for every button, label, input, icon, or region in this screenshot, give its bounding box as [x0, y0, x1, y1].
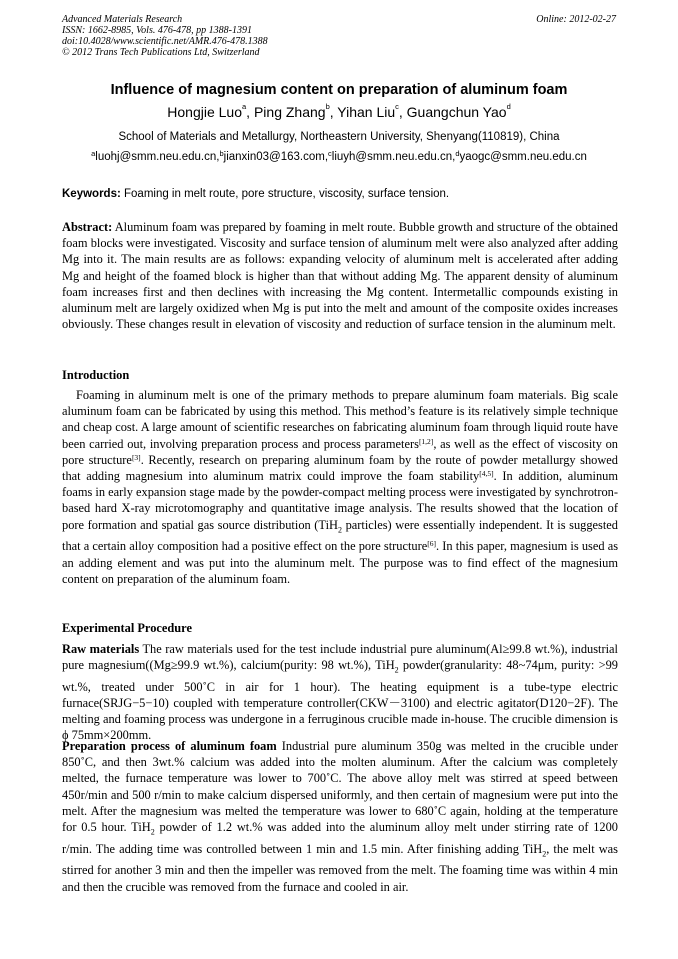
author-list: Hongjie Luo$^a$, Ping Zhang$^b$, Yihan Liu$^c$, Guangchun Yao$^d$ — [167, 102, 511, 120]
author-marker: d — [506, 102, 511, 111]
intro-text: , as well as the effect of viscosity on pore structure — [62, 436, 619, 467]
email-link[interactable]: luohj@smm.neu.edu.cn, — [95, 151, 220, 163]
abstract — [62, 219, 618, 332]
author-marker: c — [395, 102, 399, 111]
keywords-label: Keywords: — [62, 188, 121, 200]
email-link[interactable]: jianxin03@163.com, — [223, 151, 329, 163]
online-date: Online: 2012-02-27 — [536, 14, 616, 25]
citation[interactable]: [6] — [427, 539, 437, 549]
raw-materials-paragraph — [62, 641, 618, 744]
abstract-label: Abstract: — [62, 220, 113, 234]
keywords-text: Foaming in melt route, pore structure, viscosity, surface tension. — [124, 188, 450, 200]
raw-materials-label: Raw materials — [62, 642, 140, 656]
preparation-label: Preparation process of aluminum foam — [62, 739, 277, 753]
citation[interactable]: [4,5] — [479, 469, 494, 479]
intro-text: . In this paper, magnesium is used as an adding element and was put into the aluminum melt. The purpose was to find effect of the magnesium content on preparation of the aluminum foam. — [62, 539, 619, 586]
email-link[interactable]: yaogc@smm.neu.edu.cn — [459, 151, 587, 163]
subscript: 2 — [337, 525, 342, 535]
author-name: Hongjie Luo — [167, 104, 242, 120]
journal-name: Advanced Materials Research — [62, 14, 183, 25]
intro-text: Foaming in aluminum melt is one of the primary methods to prepare aluminum foam materials. Big scale aluminum foam can be fabricated by using this method. This method’s feature is its relatively simple technique and cheap cost. A large amount of scientific researches on fabricating aluminum foam through liquid route have been carried out, involving preparation process and process parameters — [62, 388, 618, 451]
author-marker: a — [242, 102, 247, 111]
email-link[interactable]: liuyh@smm.neu.edu.cn, — [331, 151, 456, 163]
email-marker: b — [219, 149, 224, 158]
preparation-paragraph — [62, 738, 618, 895]
author-name: Ping Zhang — [253, 104, 326, 120]
raw-materials-text: The raw materials used for the test include industrial pure aluminum(Al≥99.8 wt.%), industrial pure magnesium((Mg≥99.9 wt.%), calcium(purity: 98 wt.%), TiH — [62, 642, 618, 673]
author-name: Guangchun Yao — [406, 104, 507, 120]
journal-header — [62, 14, 616, 58]
raw-materials-text: powder(granularity: 48~74μm, purity: >99 wt.%, treated under 500˚C in air for 1 hour). The heating equipment is a tube-type electric furnace(SRJG−5−10) coupled with temperature controller(CKW－3100) and electric agitator(D120−2F). The melting and foaming process was undergone in a ferruginous crucible made in-house. The crucible dimension is ϕ 75mm×200mm. — [62, 658, 618, 743]
intro-text: . Recently, research on preparing aluminum foam by the route of powder metallurgy showed that adding magnesium into aluminum matrix could improve the foam stability — [62, 452, 618, 484]
citation[interactable]: [3] — [131, 452, 141, 462]
affiliation: School of Materials and Metallurgy, Northeastern University, Shenyang(110819), China — [118, 131, 560, 143]
journal-copyright: © 2012 Trans Tech Publications Ltd, Switzerland — [62, 47, 260, 58]
subscript: 2 — [542, 849, 547, 859]
intro-text: . In addition, aluminum foams in early expansion stage made by the powder-compact melting process were investigated by synchrotron-based hard X-ray microtomography and quantitative image analysis. The results showed that the location of pore formation and spatial gas source distribution (TiH — [62, 469, 618, 532]
intro-text: particles) were essentially independent. It is suggested that a certain alloy composition had a positive effect on the pore structure — [62, 517, 619, 554]
preparation-text: Industrial pure aluminum 350g was melted in the crucible under 850˚C, and then 3wt.% calcium was added into the molten aluminum. After the calcium was completely melted, the furnace temperature was lower to 700˚C. The above alloy melt was stirred at speed between 450r/min and 500 r/min to make calcium dispersed uniformly, and then certain of magnesium were put into the melt. After the magnesium was melted the temperature was lower to 680˚C again, holding at the temperature for 0.5 hour. TiH — [62, 739, 618, 835]
keywords — [62, 188, 618, 200]
paper-title: Influence of magnesium content on preparation of aluminum foam — [110, 82, 568, 98]
preparation-text: , the melt was stirred for another 3 min and then the impeller was removed from the melt. The foaming time was within 4 min and then the crucible was removed from the furnace and cooled in air. — [62, 841, 618, 894]
section-heading-experimental: Experimental Procedure — [62, 621, 192, 635]
abstract-text: Aluminum foam was prepared by foaming in melt route. Bubble growth and structure of the obtained foam blocks were investigated. Viscosity and surface tension of aluminum melt were also analyzed after adding Mg into it. The main results are as follows: expanding velocity of aluminum melt is accelerated after adding Mg and height of the foamed block is higher than that without adding Mg. The apparent density of aluminum foam increases first and then declines with increasing the Mg content. Intermetallic compounds existing in aluminum melt are largely oxidized when Mg is put into the melt and amount of the composite oxides increases obviously. These changes result in elevation of viscosity and reduction of surface tension in the aluminum melt. — [62, 220, 618, 332]
author-marker: b — [325, 102, 330, 111]
email-marker: a — [91, 149, 96, 158]
journal-issn: ISSN: 1662-8985, Vols. 476-478, pp 1388-1391 — [62, 25, 252, 36]
subscript: 2 — [394, 665, 399, 675]
author-name: Yihan Liu — [337, 104, 396, 120]
email-marker: c — [328, 149, 332, 158]
preparation-text: powder of 1.2 wt.% was added into the aluminum alloy melt under stirring rate of 1200 r/min. The adding time was controlled between 1 min and 1.5 min. After finishing adding TiH — [62, 820, 619, 856]
section-heading-introduction: Introduction — [62, 368, 130, 382]
email-marker: d — [455, 149, 460, 158]
citation[interactable]: [1,2] — [418, 436, 434, 446]
subscript: 2 — [150, 827, 155, 837]
journal-doi: doi:10.4028/www.scientific.net/AMR.476-478.1388 — [62, 36, 268, 47]
email-list — [40, 151, 638, 163]
introduction-paragraph — [62, 387, 618, 587]
